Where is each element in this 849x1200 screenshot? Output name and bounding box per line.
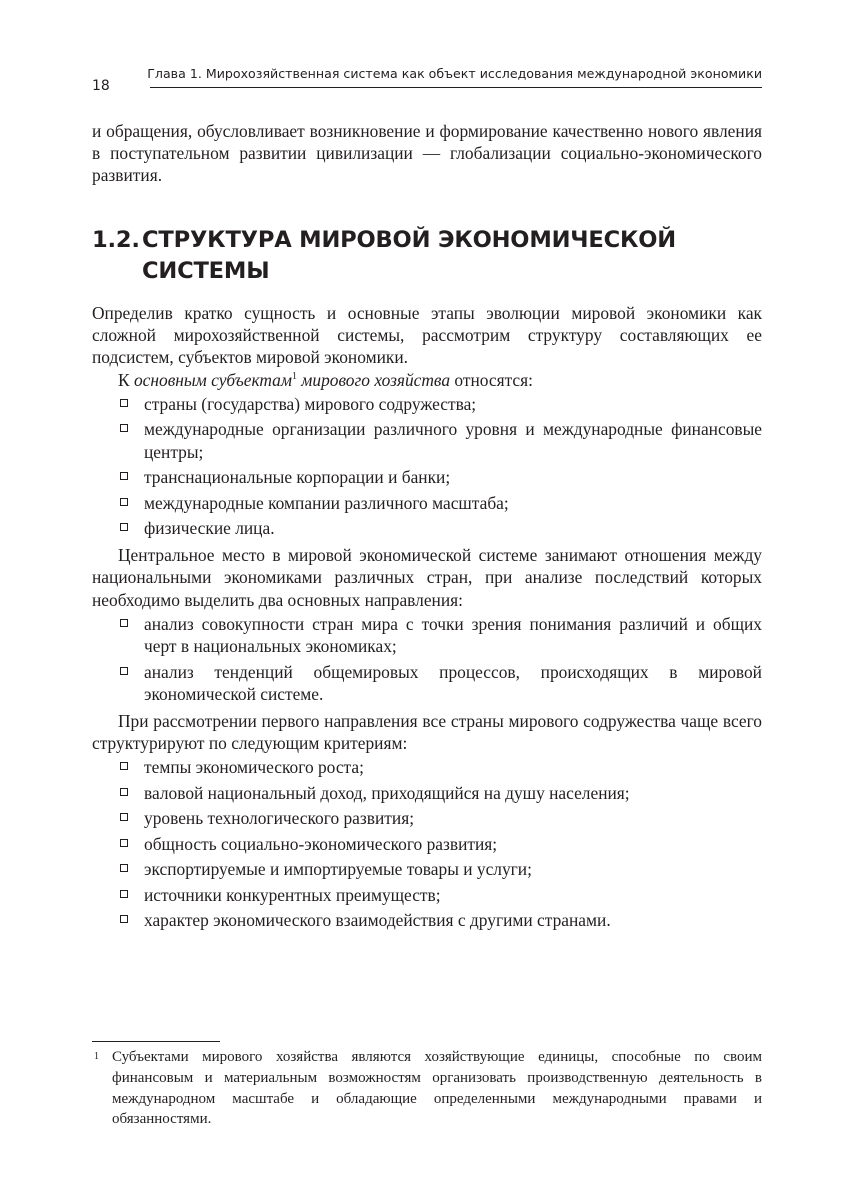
paragraph-central-place: Центральное место в мировой экономической системе занимают отношения между национальными экономиками различных стран, при анализе последствий которых необходимо выделить два основных направления: <box>92 545 762 610</box>
list-item-text: анализ тенденций общемировых процессов, происходящих в мировой экономической системе. <box>144 661 762 704</box>
checkbox-bullet-icon <box>120 523 128 531</box>
continuation-paragraph: и обращения, обусловливает возникновение и формирование качественно нового явления в поступательном развитии цивилизации — глобализации социально-экономического развития. <box>92 121 762 186</box>
running-header <box>92 62 762 98</box>
checkbox-bullet-icon <box>120 813 128 821</box>
section-title-line1: СТРУКТУРА МИРОВОЙ ЭКОНОМИЧЕСКОЙ <box>142 227 676 253</box>
list-item-text: транснациональные корпорации и банки; <box>144 467 451 488</box>
lead-text: К <box>118 369 134 390</box>
list-item-text: уровень технологического развития; <box>144 808 415 829</box>
checkbox-bullet-icon <box>120 619 128 627</box>
list-item-text: экспортируемые и импортируемые товары и услуги; <box>144 859 532 880</box>
checkbox-bullet-icon <box>120 399 128 407</box>
list-item <box>92 909 762 931</box>
list-item-text: международные организации различного уровня и международные финансовые центры; <box>144 419 762 462</box>
paragraph-subjects-lead <box>92 369 762 391</box>
section-title-line2: СИСТЕМЫ <box>142 258 270 284</box>
list-item-text: страны (государства) мирового содружества; <box>144 393 477 414</box>
paragraph-criteria-lead: При рассмотрении первого направления все страны мирового содружества чаще всего структурируют по следующим критериям: <box>92 710 762 754</box>
continuation-block <box>92 120 762 187</box>
list-item <box>92 613 762 657</box>
list-item <box>92 661 762 705</box>
subjects-list <box>92 393 762 539</box>
list-item-text: источники конкурентных преимуществ; <box>144 884 441 905</box>
checkbox-bullet-icon <box>120 762 128 770</box>
list-item <box>92 393 762 415</box>
header-rule <box>150 87 762 88</box>
checkbox-bullet-icon <box>120 915 128 923</box>
list-item <box>92 782 762 804</box>
footnote <box>92 1047 762 1130</box>
list-item <box>92 466 762 488</box>
page-number: 18 <box>92 78 110 94</box>
footnote-text: Субъектами мирового хозяйства являются хозяйствующие единицы, способные по своим финансовым и материальным возможностям организовать производственную деятельность в международном масштабе и обладающие определенными международными правами и обязанностями. <box>112 1049 762 1128</box>
section-heading <box>92 225 762 287</box>
list-item-text: характер экономического взаимодействия с другими странами. <box>144 910 611 931</box>
list-item <box>92 858 762 880</box>
checkbox-bullet-icon <box>120 667 128 675</box>
list-item-text: валовой национальный доход, приходящийся на душу населения; <box>144 782 630 803</box>
footnote-reference[interactable]: 1 <box>291 370 297 382</box>
footnote-rule <box>92 1041 220 1042</box>
list-item-text: темпы экономического роста; <box>144 757 364 778</box>
checkbox-bullet-icon <box>120 864 128 872</box>
list-item <box>92 492 762 514</box>
list-item-text: физические лица. <box>144 518 275 539</box>
italic-term-2: мирового хозяйства <box>296 369 451 390</box>
list-item <box>92 418 762 462</box>
list-item <box>92 833 762 855</box>
italic-term-1: основным субъектам <box>133 369 292 390</box>
checkbox-bullet-icon <box>120 498 128 506</box>
list-item-text: анализ совокупности стран мира с точки зрения понимания различий и общих черт в национальных экономиках; <box>144 613 762 657</box>
checkbox-bullet-icon <box>120 890 128 898</box>
checkbox-bullet-icon <box>120 839 128 847</box>
checkbox-bullet-icon <box>120 424 128 432</box>
running-title: Глава 1. Мирохозяйственная система как объект исследования международной экономики <box>147 66 762 81</box>
checkbox-bullet-icon <box>120 472 128 480</box>
list-item-text: международные компании различного масштаба; <box>144 492 509 513</box>
checkbox-bullet-icon <box>120 788 128 796</box>
section-number: 1.2. <box>92 227 140 253</box>
criteria-list <box>92 756 762 931</box>
footnote-mark: 1 <box>94 1051 99 1062</box>
tail-text: относятся: <box>450 369 533 390</box>
section-body <box>92 302 762 935</box>
directions-list <box>92 613 762 705</box>
paragraph-intro: Определив кратко сущность и основные этапы эволюции мировой экономики как сложной мирохозяйственной системы, рассмотрим структуру составляющих ее подсистем, субъектов мировой экономики. <box>92 303 762 368</box>
list-item <box>92 517 762 539</box>
list-item <box>92 756 762 778</box>
list-item-text: общность социально-экономического развития; <box>144 833 498 854</box>
list-item <box>92 807 762 829</box>
list-item <box>92 884 762 906</box>
